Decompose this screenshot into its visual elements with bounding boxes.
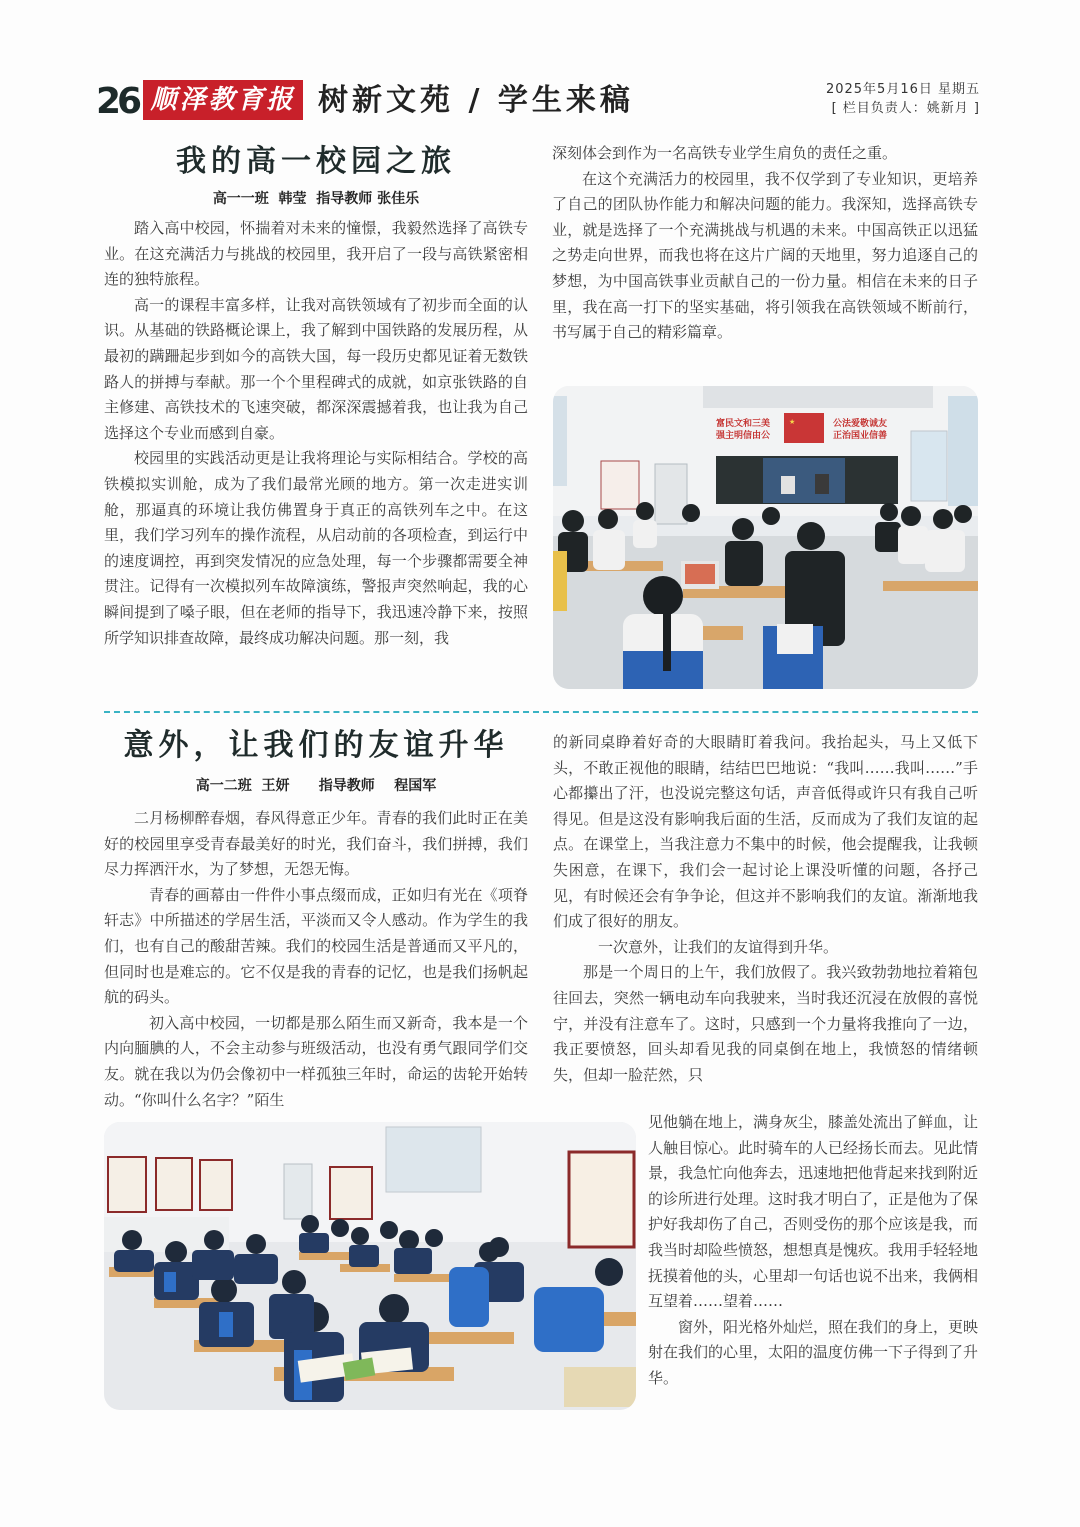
page-number: 26 xyxy=(96,81,139,122)
classroom-study-image xyxy=(104,1122,636,1410)
svg-text:强主明信由公: 强主明信由公 xyxy=(716,431,771,441)
article1-byline: 高一一班 韩莹 指导教师 张佳乐 xyxy=(212,191,420,207)
newspaper-logo: 顺泽教育报 xyxy=(143,80,303,120)
article2-column-left xyxy=(104,806,528,1113)
photo-classroom-news xyxy=(553,386,978,689)
classroom-news-image xyxy=(553,386,978,689)
paragraph: 初入高中校园，一切都是那么陌生而又新奇，我本是一个内向腼腆的人，不会主动参与班级活动，也没有勇气跟同学们交友。就在我以为仍会像初中一样孤独三年时，命运的齿轮开始转动。“你叫什么名字？”陌生 xyxy=(104,1013,528,1109)
issue-date: 2025年5月16日 星期五 xyxy=(825,82,980,97)
paragraph: 见他躺在地上，满身灰尘，膝盖处流出了鲜血，让人触目惊心。此时骑车的人已经扬长而去。见此情景，我急忙向他奔去，迅速地把他背起来找到附近的诊所进行处理。这时我才明白了，正是他为了保护好我却伤了自己，否则受伤的那个应该是我，而我当时却险些愤怒，想想真是愧疚。我用手轻轻地抚摸着他的头，心里却一句话也说不出来，我俩相互望着……望着…… xyxy=(648,1113,979,1311)
svg-text:正治国业信善: 正治国业信善 xyxy=(833,431,888,441)
article2-title: 意外，让我们的友谊升华 xyxy=(123,728,509,763)
paragraph: 深刻体会到作为一名高铁专业学生肩负的责任之重。 xyxy=(552,144,898,162)
photo-classroom-study xyxy=(104,1122,636,1410)
section-divider xyxy=(104,711,978,713)
paragraph: 踏入高中校园，怀揣着对未来的憧憬，我毅然选择了高铁专业。在这充满活力与挑战的校园里，我开启了一段与高铁紧密相连的独特旅程。 xyxy=(104,219,528,289)
masthead xyxy=(96,78,984,126)
article2-column-right xyxy=(553,730,978,1088)
svg-text:★: ★ xyxy=(789,418,796,426)
paragraph: 青春的画幕由一件件小事点缀而成，正如归有光在《项脊轩志》中所描述的学居生活，平淡而又令人感动。作为学生的我们，也有自己的酸甜苦辣。我们的校园生活是普通而又平凡的，但同时也是难忘的。它不仅是我的青春的记忆，也是我们扬帆起航的码头。 xyxy=(104,885,528,1007)
article1-column-left xyxy=(104,216,528,651)
paragraph: 那是一个周日的上午，我们放假了。我兴致勃勃地拉着箱包往回去，突然一辆电动车向我驶来，当时我还沉浸在放假的喜悦宁，并没有注意车了。这时，只感到一个力量将我推向了一边，我正要愤怒，回头却看见我的同桌倒在地上，我愤怒的情绪顿失，但却一脸茫然，只 xyxy=(553,963,978,1084)
paragraph: 校园里的实践活动更是让我将理论与实际相结合。学校的高铁模拟实训舱，成为了我们最常光顾的地方。第一次走进实训舱，那逼真的环境让我仿佛置身于真正的高铁列车之中。在这里，我们学习列车的操作流程，从启动前的各项检查，到运行中的速度调控，再到突发情况的应急处理，每一个步骤都需要全神贯注。记得有一次模拟列车故障演练，警报声突然响起，我的心瞬间提到了嗓子眼，但在老师的指导下，我迅速冷静下来，按照所学知识排查故障，最终成功解决问题。那一刻，我 xyxy=(104,449,528,647)
paragraph: 的新同桌睁着好奇的大眼睛盯着我问。我抬起头，马上又低下头，不敢正视他的眼睛，结结巴巴地说：“我叫……我叫……”手心都攥出了汗，也没说完整这句话，声音低得或许只有我自己听得见。但是这没有影响我后面的生活，反而成为了我们友谊的起点。在课堂上，当我注意力不集中的时候，他会提醒我，让我顿失困意，在课下，我们会一起讨论上课没听懂的问题，各抒己见，有时候还会有争争论，但这并不影响我们的友谊。渐渐地我们成了很好的朋友。 xyxy=(553,733,978,931)
column-editor: [ 栏目负责人：姚新月 ] xyxy=(831,101,980,116)
paragraph: 二月杨柳醉春烟，春风得意正少年。青春的我们此时正在美好的校园里享受青春最美好的时光，我们奋斗，我们拼搏，我们尽力挥洒汗水，为了梦想，无怨无悔。 xyxy=(104,809,528,879)
svg-text:富民文和三美: 富民文和三美 xyxy=(716,419,771,429)
paragraph: 在这个充满活力的校园里，我不仅学到了专业知识，更培养了自己的团队协作能力和解决问题的能力。我深知，选择高铁专业，就是选择了一个充满挑战与机遇的未来。中国高铁正以迅猛之势走向世界，而我也将在这片广阔的天地里，努力追逐自己的梦想，为中国高铁事业贡献自己的一份力量。相信在未来的日子里，我在高一打下的坚实基础，将引领我在高铁领域不断前行，书写属于自己的精彩篇章。 xyxy=(552,169,978,342)
paragraph: 高一的课程丰富多样，让我对高铁领域有了初步而全面的认识。从基础的铁路概论课上，我了解到中国铁路的发展历程，从最初的蹒跚起步到如今的高铁大国，每一段历史都见证着无数铁路人的拼搏与奉献。那一个个里程碑式的成就，如京张铁路的自主修建、高铁技术的飞速突破，都深深震撼着我，也让我为自己选择这个专业而感到自豪。 xyxy=(104,295,528,442)
issue-info xyxy=(826,80,980,118)
paragraph: 窗外，阳光格外灿烂，照在我们的身上，更映射在我们的心里，太阳的温度仿佛一下子得到了升华。 xyxy=(648,1317,979,1387)
article2-byline: 高一二班 王妍 指导教师 程国军 xyxy=(195,778,437,794)
article2-column-wrap xyxy=(648,1110,978,1392)
article1-title: 我的高一校园之旅 xyxy=(176,144,456,179)
svg-text:公法爱敬诚友: 公法爱敬诚友 xyxy=(833,419,888,429)
paragraph: 一次意外，让我们的友谊得到升华。 xyxy=(598,937,839,956)
section-title: 树新文苑 / 学生来稿 xyxy=(318,83,634,118)
article1-column-right xyxy=(552,141,978,346)
